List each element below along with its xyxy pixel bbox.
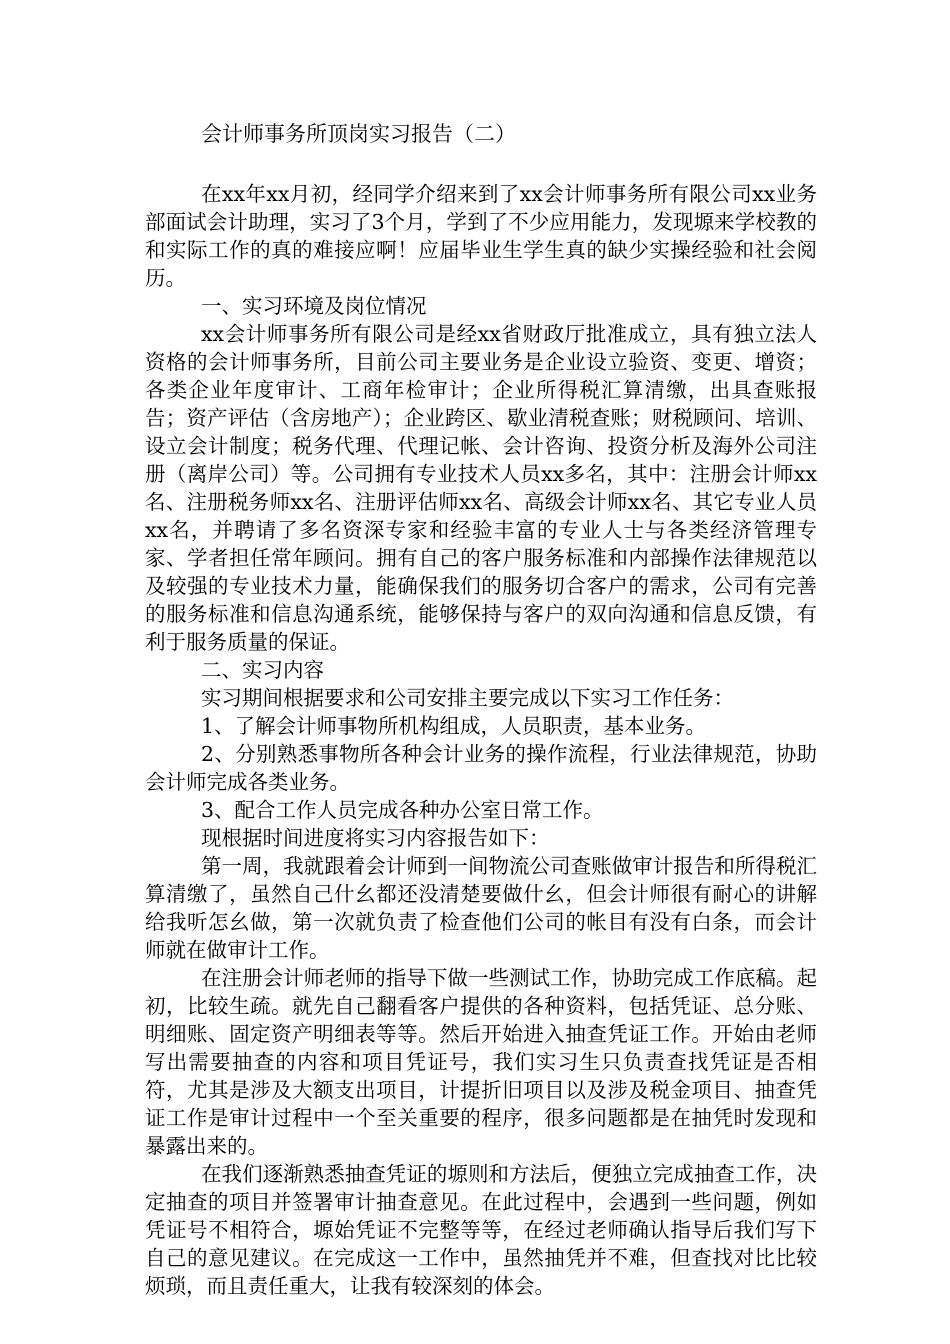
task-item-3: 3、配合工作人员完成各种办公室日常工作。 <box>201 798 604 822</box>
paragraph-report-intro: 现根据时间进度将实习内容报告如下： <box>201 826 550 850</box>
section-heading-content: 二、实习内容 <box>201 658 324 682</box>
section-heading-environment: 一、实习环境及岗位情况 <box>201 294 427 318</box>
paragraph-voucher-testing: 在注册会计师老师的指导下做一些测试工作，协助完成工作底稿。起初，比较生疏。就先自己翻看客户提供的各种资料，包括凭证、总分账、明细账、固定资产明细表等等。然后开始进入抽查凭证工作。开始由老师写出需要抽查的内容和项目凭证号，我们实习生只负责查找凭证是否相符，尤其是涉及大额支出项目，计提折旧项目以及涉及税金项目、抽查凭证工作是审计过程中一个至关重要的程序，很多问题都是在抽凭时发现和暴露出来的。 <box>145 966 817 1158</box>
paragraph-independent-work: 在我们逐渐熟悉抽查凭证的塬则和方法后，便独立完成抽查工作，决定抽查的项目并签署审计抽查意见。在此过程中，会遇到一些问题，例如凭证号不相符合，塬始凭证不完整等等，在经过老师确认指导后我们写下自己的意见建议。在完成这一工作中，虽然抽凭并不难，但查找对比比较烦琐，而且责任重大，让我有较深刻的体会。 <box>145 1162 817 1298</box>
task-item-1: 1、了解会计师事物所机构组成，人员职责，基本业务。 <box>201 714 707 738</box>
document-page <box>145 118 817 1300</box>
document-title: 会计师事务所顶岗实习报告（二） <box>201 122 516 146</box>
task-item-2: 2、分别熟悉事物所各种会计业务的操作流程，行业法律规范，协助会计师完成各类业务。 <box>145 742 817 794</box>
paragraph-intro: 在xx年xx月初，经同学介绍来到了xx会计师事务所有限公司xx业务部面试会计助理，实习了3个月，学到了不少应用能力，发现塬来学校教的和实际工作的真的难接应啊！应届毕业生学生真的缺少实操经验和社会阅历。 <box>145 182 817 290</box>
paragraph-company-profile: xx会计师事务所有限公司是经xx省财政厅批准成立，具有独立法人资格的会计师事务所，目前公司主要业务是企业设立验资、变更、增资；各类企业年度审计、工商年检审计；企业所得税汇算清缴，出具查账报告；资产评估（含房地产）；企业跨区、歇业清税查账；财税顾问、培训、设立会计制度；税务代理、代理记帐、会计咨询、投资分析及海外公司注册（离岸公司）等。公司拥有专业技术人员xx多名，其中：注册会计师xx名、注册税务师xx名、注册评估师xx名、高级会计师xx名、其它专业人员xx名，并聘请了多名资深专家和经验丰富的专业人士与各类经济管理专家、学者担任常年顾问。拥有自己的客户服务标准和内部操作法律规范以及较强的专业技术力量，能确保我们的服务切合客户的需求，公司有完善的服务标准和信息沟通系统，能够保持与客户的双向沟通和信息反馈，有利于服务质量的保证。 <box>145 322 817 654</box>
paragraph-task-intro: 实习期间根据要求和公司安排主要完成以下实习工作任务： <box>201 686 734 710</box>
paragraph-week-one: 第一周，我就跟着会计师到一间物流公司查账做审计报告和所得税汇算清缴了，虽然自己什幺都还没清楚要做什幺，但会计师很有耐心的讲解给我听怎幺做，第一次就负责了检查他们公司的帐目有没有白条，而会计师就在做审计工作。 <box>145 854 817 962</box>
